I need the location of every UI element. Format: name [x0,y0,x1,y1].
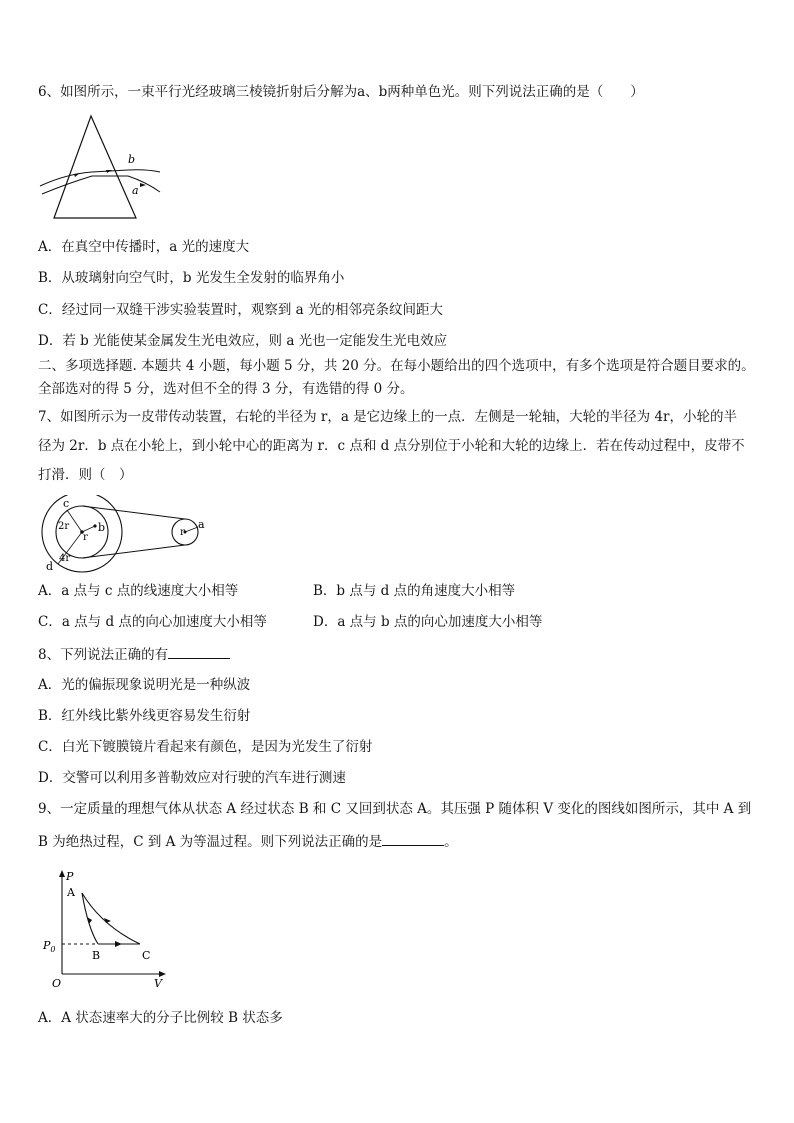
section2-line2: 全部选对的得 5 分，选对但不全的得 3 分，有选错的得 0 分。 [38,381,414,397]
fig7-label-a: a [198,518,205,531]
q6-option-b: B．从玻璃射向空气时，b 光发生全发射的临界角小 [38,270,345,286]
q9-line2-wrap [38,831,458,852]
q6-stem: 6、如图所示，一束平行光经玻璃三棱镜折射后分解为a、b两种单色光。则下列说法正确的是（ ） [38,84,644,100]
ray-arrow-1 [74,173,80,177]
incident-ray-upper [40,170,160,186]
pv-label-p: P [66,870,74,883]
q8-option-a: A．光的偏振现象说明光是一种纵波 [38,677,251,693]
q9-answer-blank [382,831,444,846]
prism-figure [36,112,166,222]
belt-figure [38,495,218,575]
q7-option-a: A．a 点与 c 点的线速度大小相等 [38,583,239,599]
fig7-label-c: c [63,497,70,510]
q8-stem-line [38,644,230,665]
point-b [93,524,96,527]
pv-graph [40,866,170,991]
section2-line1: 二、多项选择题. 本题共 4 小题，每小题 5 分，共 20 分。在每小题给出的四个选项中，有多个选项是符合题目要求的。 [38,358,755,374]
fig7-label-r-center: r [83,532,88,543]
fig7-label-2r: 2r [58,521,70,532]
fig7-label-b: b [98,521,106,534]
fig6-label-a: a [132,184,139,197]
fig7-label-r-right: r [180,527,185,538]
q6-option-d: D．若 b 光能使某金属发生光电效应，则 a 光也一定能发生光电效应 [38,333,448,349]
q7-option-c: C．a 点与 d 点的向心加速度大小相等 [38,614,267,630]
q6-option-c: C．经过同一双缝干涉实验装置时，观察到 a 光的相邻亮条纹间距大 [38,302,443,318]
prism-triangle [54,116,136,218]
q9-line2: B 为绝热过程，C 到 A 为等温过程。则下列说法正确的是 [38,834,383,850]
q8-option-b: B．红外线比紫外线更容易发生衍射 [38,708,251,724]
pv-label-b: B [92,949,101,962]
radius-a [185,527,198,532]
q8-stem: 8、下列说法正确的有 [38,647,169,663]
radius-2r [67,510,82,532]
q8-option-d: D．交警可以利用多普勒效应对行驶的汽车进行测速 [38,770,346,786]
pv-label-p0: $P_0$ [43,939,56,954]
q7-line1: 7、如图所示为一皮带传动装置，右轮的半径为 r，a 是它边缘上的一点．左侧是一轮轴，大轮的半径为 4r，小轮的半 [38,409,738,425]
q8-option-c: C．白光下镀膜镜片看起来有颜色，是因为光发生了衍射 [38,739,373,755]
pv-label-a: A [67,886,75,899]
ray-arrow-2 [106,170,112,173]
pv-label-c: C [142,949,151,962]
arrow-c-to-a [104,918,111,923]
q9-line2-end: 。 [444,834,458,850]
q7-option-b: B．b 点与 d 点的角速度大小相等 [313,583,516,599]
isotherm-c-to-a [82,893,140,944]
axis-p-arrow [59,870,65,877]
fig7-label-d: d [46,560,54,573]
adiabat-a-to-b [82,893,98,944]
q7-line3: 打滑．则（ ） [38,467,133,483]
q9-line1: 9、一定质量的理想气体从状态 A 经过状态 B 和 C 又回到状态 A。其压强 P 随体积 V 变化的图线如图所示，其中 A 到 [38,801,752,817]
q7-line2: 径为 2r．b 点在小轮上，到小轮中心的距离为 r．c 点和 d 点分别位于小轮和大轮的边缘上．若在传动过程中，皮带不 [38,438,745,454]
pv-label-o: O [52,977,62,990]
q6-option-a: A．在真空中传播时，a 光的速度大 [38,239,250,255]
q9-option-a: A．A 状态速率大的分子比例较 B 状态多 [38,1010,283,1026]
belt-bottom [82,545,185,558]
q7-option-d: D．a 点与 b 点的向心加速度大小相等 [313,614,543,630]
fig6-label-b: b [128,153,136,166]
q8-answer-blank [168,644,230,659]
pv-label-v: V [154,977,162,990]
fig7-label-4r: 4r [59,553,71,564]
arrow-b-to-c [115,941,122,947]
belt-top [82,506,185,519]
